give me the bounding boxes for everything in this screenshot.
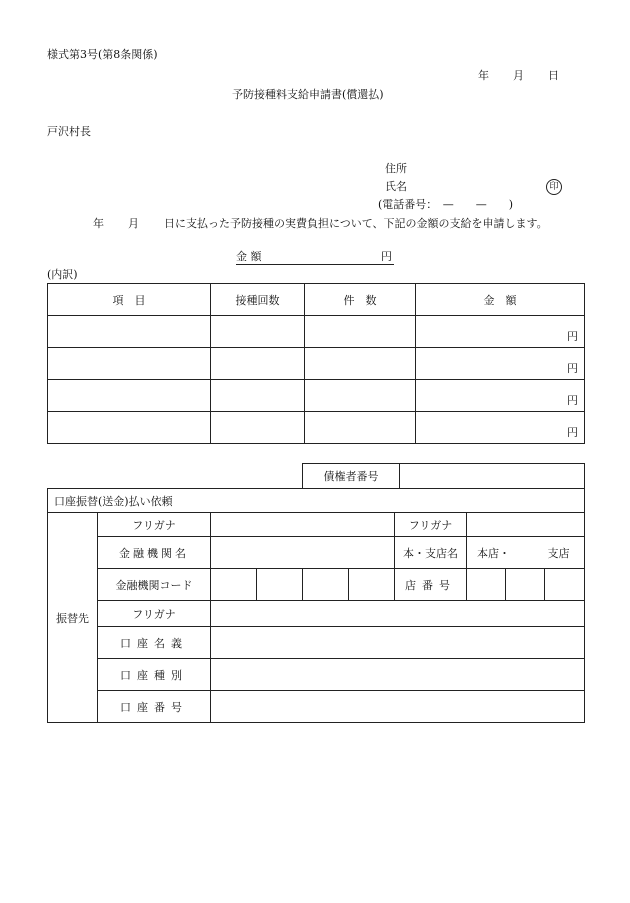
item-cell[interactable] xyxy=(48,316,211,348)
count-cell[interactable] xyxy=(211,316,305,348)
item-cell[interactable] xyxy=(48,348,211,380)
header-cases: 件 数 xyxy=(305,284,416,316)
account-number-field[interactable] xyxy=(211,691,585,723)
account-number-label: 口座番号 xyxy=(98,691,211,723)
furigana-label-right: フリガナ xyxy=(395,513,467,537)
breakdown-label: (内訳) xyxy=(47,268,78,281)
body-month: 月 xyxy=(128,217,139,230)
phone-label: (電話番号： — — ) xyxy=(378,198,514,211)
date-day: 日 xyxy=(548,69,559,82)
total-amount xyxy=(236,250,394,265)
address-label: 住所 xyxy=(385,162,407,175)
head-office-option[interactable]: 本店・ xyxy=(477,546,510,560)
institution-code-label: 金融機関コード xyxy=(98,569,211,601)
cases-cell[interactable] xyxy=(305,412,416,444)
branch-number-label: 店番号 xyxy=(395,569,467,601)
yen-unit: 円 xyxy=(567,329,578,343)
branch-number-digit[interactable] xyxy=(545,569,585,601)
account-type-label: 口座種別 xyxy=(98,659,211,691)
branch-number-digit[interactable] xyxy=(506,569,545,601)
account-type-field[interactable] xyxy=(211,659,585,691)
body-year: 年 xyxy=(93,217,104,230)
name-label: 氏名 xyxy=(385,180,407,193)
amount-cell[interactable] xyxy=(416,316,585,348)
total-amount-label: 金 額 xyxy=(236,250,262,263)
institution-code-digit[interactable] xyxy=(303,569,349,601)
creditor-number-label: 債権者番号 xyxy=(303,464,400,489)
institution-furigana-field[interactable] xyxy=(211,513,395,537)
breakdown-row xyxy=(48,380,585,412)
account-name-label: 口座名義 xyxy=(98,627,211,659)
count-cell[interactable] xyxy=(211,412,305,444)
institution-code-digit[interactable] xyxy=(211,569,257,601)
bank-transfer-table xyxy=(47,488,585,723)
total-amount-unit: 円 xyxy=(381,250,392,263)
account-furigana-field[interactable] xyxy=(211,601,585,627)
furigana-label: フリガナ xyxy=(98,513,211,537)
branch-name-field[interactable] xyxy=(467,537,585,569)
account-name-field[interactable] xyxy=(211,627,585,659)
body-text: 日に支払った予防接種の実費負担について、下記の金額の支給を申請します。 xyxy=(164,217,548,230)
cases-cell[interactable] xyxy=(305,316,416,348)
breakdown-table xyxy=(47,283,585,444)
branch-furigana-field[interactable] xyxy=(467,513,585,537)
creditor-number-table xyxy=(302,463,585,489)
institution-name-field[interactable] xyxy=(211,537,395,569)
branch-number-digit[interactable] xyxy=(467,569,506,601)
document-title: 予防接種料支給申請書(償還払) xyxy=(232,88,384,101)
destination-label: 振替先 xyxy=(48,513,98,723)
transfer-request-label: 口座振替(送金)払い依頼 xyxy=(48,489,585,513)
yen-unit: 円 xyxy=(567,425,578,439)
header-amount: 金 額 xyxy=(416,284,585,316)
header-item: 項 目 xyxy=(48,284,211,316)
item-cell[interactable] xyxy=(48,380,211,412)
institution-code-digit[interactable] xyxy=(349,569,395,601)
header-count: 接種回数 xyxy=(211,284,305,316)
branch-option[interactable]: 支店 xyxy=(547,546,570,560)
institution-code-digit[interactable] xyxy=(257,569,303,601)
breakdown-header-row xyxy=(48,284,585,316)
amount-cell[interactable] xyxy=(416,380,585,412)
seal-icon: 印 xyxy=(546,179,562,195)
branch-name-label: 本・支店名 xyxy=(395,537,467,569)
cases-cell[interactable] xyxy=(305,348,416,380)
creditor-number-field[interactable] xyxy=(400,464,585,489)
breakdown-row xyxy=(48,348,585,380)
date-month: 月 xyxy=(513,69,524,82)
amount-cell[interactable] xyxy=(416,348,585,380)
yen-unit: 円 xyxy=(567,393,578,407)
account-furigana-label: フリガナ xyxy=(98,601,211,627)
seal-mark xyxy=(546,179,562,195)
breakdown-row xyxy=(48,316,585,348)
yen-unit: 円 xyxy=(567,361,578,375)
item-cell[interactable] xyxy=(48,412,211,444)
cases-cell[interactable] xyxy=(305,380,416,412)
breakdown-row xyxy=(48,412,585,444)
addressee: 戸沢村長 xyxy=(47,125,91,138)
amount-cell[interactable] xyxy=(416,412,585,444)
institution-name-label: 金融機関名 xyxy=(98,537,211,569)
count-cell[interactable] xyxy=(211,380,305,412)
count-cell[interactable] xyxy=(211,348,305,380)
form-number: 様式第3号(第8条関係) xyxy=(47,48,158,61)
date-year: 年 xyxy=(478,69,489,82)
